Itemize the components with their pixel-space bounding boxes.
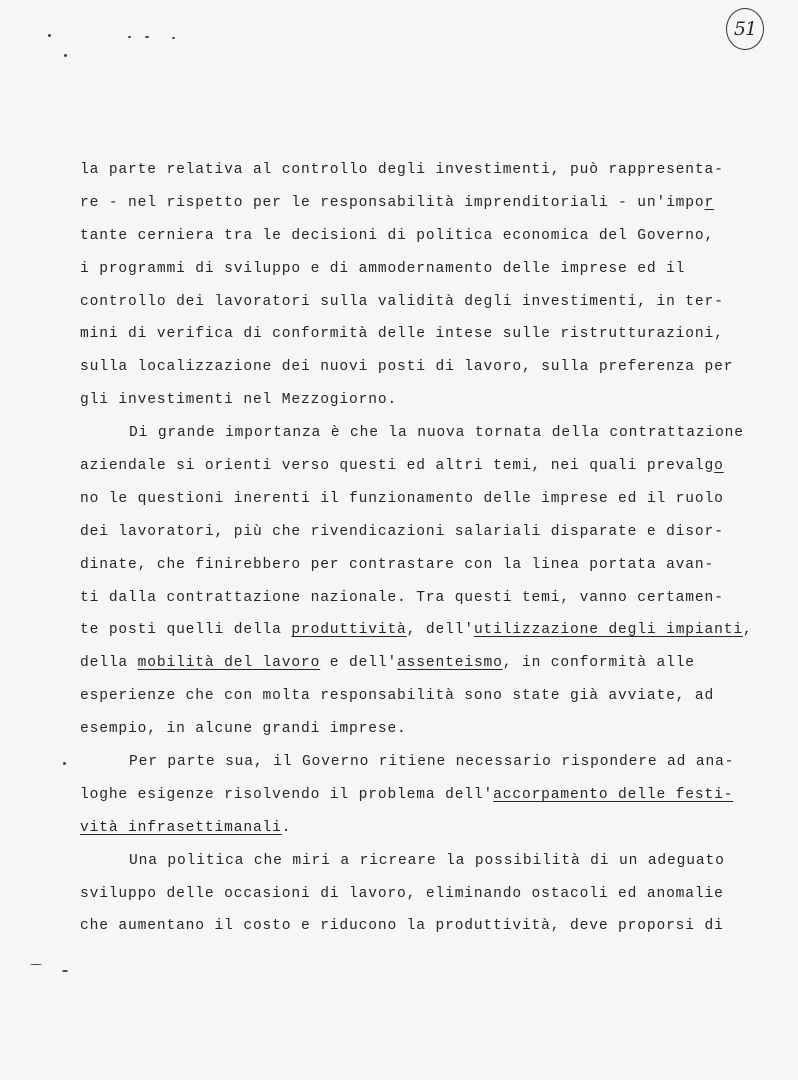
text-line [80, 253, 760, 286]
text-line [80, 351, 760, 384]
underlined-text: accorpamento delle festi- [493, 786, 734, 803]
text-line [80, 812, 760, 845]
text-segment: te posti quelli della [80, 622, 292, 639]
paragraph [80, 154, 760, 417]
paragraph [80, 746, 760, 845]
text-line [80, 647, 760, 680]
text-segment: aziendale si orienti verso questi ed altri temi, nei quali prevalg [80, 458, 715, 475]
body-text [80, 154, 760, 943]
scan-speck [64, 54, 67, 57]
text-line [80, 713, 760, 746]
text-segment: mini di verifica di conformità delle intese sulle ristrutturazioni, [80, 326, 724, 343]
underlined-text: produttività [291, 622, 407, 639]
scan-speck [62, 970, 68, 972]
text-segment: che aumentano il costo e riducono la produttività, deve proporsi di [80, 918, 724, 935]
text-line [80, 779, 760, 812]
underlined-text: r [704, 194, 715, 211]
text-segment: . [281, 819, 292, 836]
text-segment: la parte relativa al controllo degli investimenti, può rappresenta- [80, 162, 724, 178]
text-line [80, 680, 760, 713]
underlined-text: assenteismo [397, 655, 503, 672]
scan-speck [145, 36, 149, 38]
text-segment: esempio, in alcune grandi imprese. [80, 721, 407, 738]
text-segment: Di grande importanza è che la nuova tornata della contrattazione [129, 425, 744, 442]
text-line [80, 746, 760, 779]
text-segment: gli investimenti nel Mezzogiorno. [80, 392, 398, 409]
text-segment: , [742, 622, 753, 639]
text-segment: re - nel rispetto per le responsabilità imprenditoriali - un'impo [80, 194, 705, 211]
underlined-text: vità infrasettimanali [80, 819, 282, 836]
text-line [80, 582, 760, 615]
text-segment: tante cerniera tra le decisioni di politica economica del Governo, [80, 227, 715, 244]
text-segment: e dell' [320, 655, 398, 672]
scan-speck [63, 762, 66, 765]
text-line [80, 516, 760, 549]
text-segment: controllo dei lavoratori sulla validità degli investimenti, in ter- [80, 293, 724, 310]
scan-speck [172, 37, 175, 39]
text-line [80, 384, 760, 417]
page-number: 51 [726, 8, 764, 50]
paragraph [80, 845, 760, 944]
text-line [80, 154, 760, 187]
underlined-text: o [714, 458, 724, 475]
underlined-text: utilizzazione degli impianti [473, 622, 743, 639]
text-line [80, 614, 760, 647]
scan-speck [128, 36, 131, 38]
text-segment: Una politica che miri a ricreare la possibilità di un adeguato [129, 852, 725, 869]
text-segment: loghe esigenze risolvendo il problema dell' [80, 786, 494, 803]
text-segment: esperienze che con molta responsabilità sono state già avviate, ad [80, 688, 715, 705]
text-line [80, 187, 760, 220]
text-line [80, 910, 760, 943]
scan-speck [30, 964, 42, 965]
text-segment: , dell' [406, 622, 474, 639]
text-segment: i programmi di sviluppo e di ammodernamento delle imprese ed il [80, 260, 686, 277]
text-segment: dei lavoratori, più che rivendicazioni salariali disparate e disor- [80, 523, 724, 540]
text-line [80, 318, 760, 351]
text-segment: , in conformità alle [502, 655, 695, 672]
text-segment: ti dalla contrattazione nazionale. Tra questi temi, vanno certamen- [80, 589, 724, 606]
text-line [80, 286, 760, 319]
text-segment: no le questioni inerenti il funzionamento delle imprese ed il ruolo [80, 490, 724, 507]
text-line [80, 878, 760, 911]
text-segment: sviluppo delle occasioni di lavoro, eliminando ostacoli ed anomalie [80, 885, 724, 902]
underlined-text: mobilità del lavoro [137, 655, 321, 672]
paragraph [80, 417, 760, 746]
scan-speck [48, 34, 51, 37]
text-line [80, 845, 760, 878]
text-segment: dinate, che finirebbero per contrastare con la linea portata avan- [80, 556, 715, 573]
text-segment: sulla localizzazione dei nuovi posti di lavoro, sulla preferenza per [80, 359, 734, 376]
text-line [80, 549, 760, 582]
text-line [80, 417, 760, 450]
text-line [80, 220, 760, 253]
text-line [80, 450, 760, 483]
text-line [80, 483, 760, 516]
text-segment: Per parte sua, il Governo ritiene necessario rispondere ad ana- [129, 754, 735, 771]
text-segment: della [80, 655, 138, 672]
